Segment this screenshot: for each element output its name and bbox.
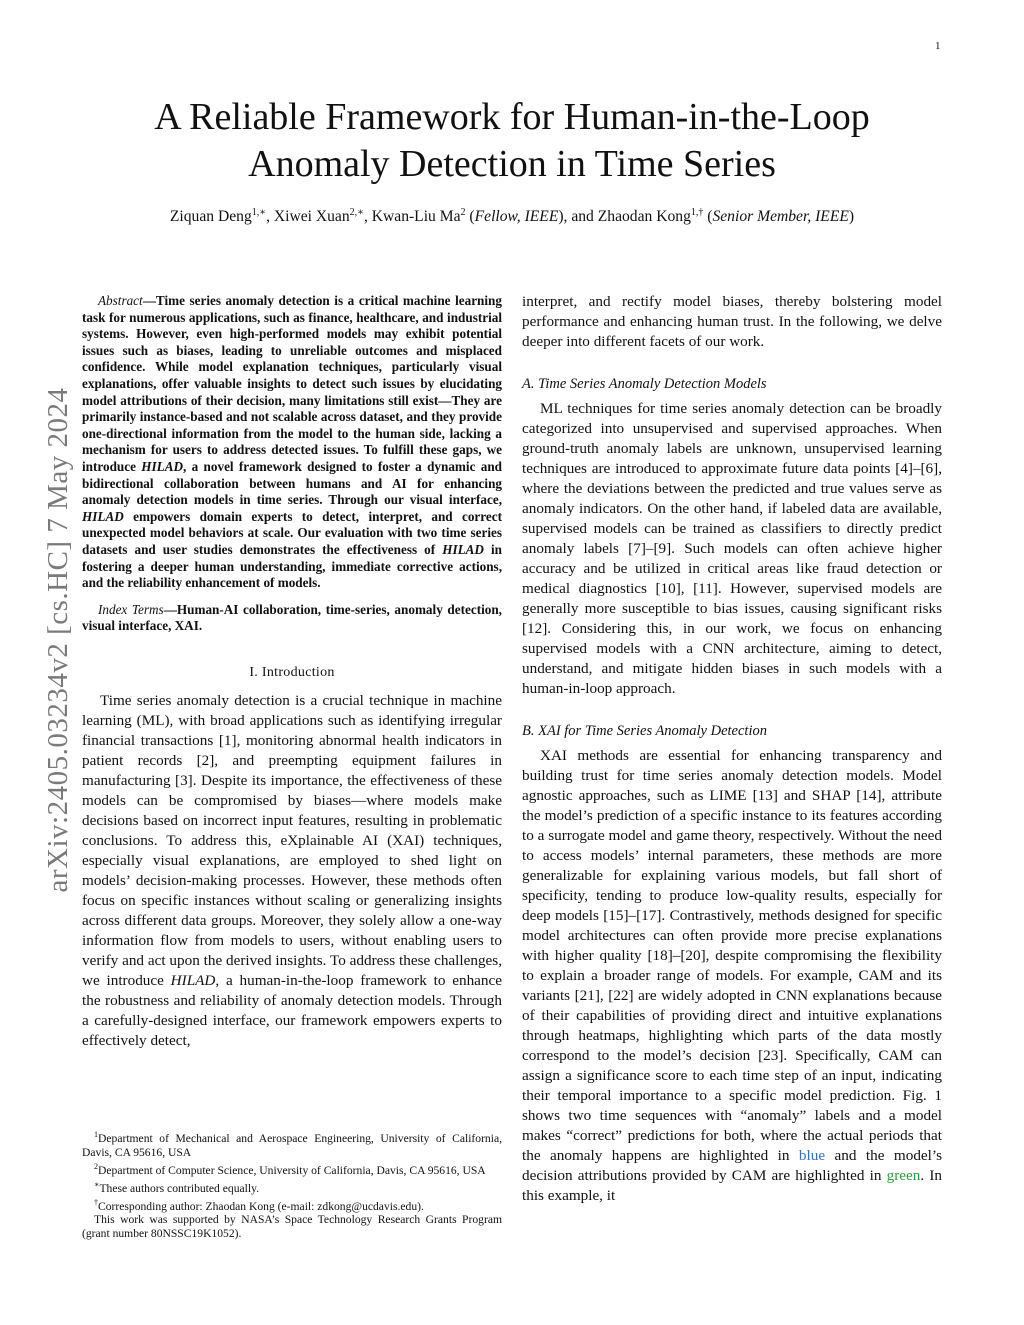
index-terms-paragraph: Index Terms—Human-AI collaboration, time-series, anomaly detection, visual interface, XAI.	[82, 601, 502, 634]
author-membership: Senior Member, IEEE	[712, 208, 849, 226]
footnotes	[82, 1128, 502, 1241]
footnote: †Corresponding author: Zhaodan Kong (e-mail: zdkong@ucdavis.edu).	[94, 1197, 424, 1213]
introduction-paragraph: Time series anomaly detection is a crucial technique in machine learning (ML), with broad applications such as identifying irregular financial transactions [1], monitoring abnormal health indicators in patient records [2], and preempting equipment failures in manufacturing [3]. Despite its importance, the effectiveness of these models can be compromised by biases—where models make decisions based on incorrect input features, resulting in problematic conclusions. To address this, eXplainable AI (XAI) techniques, especially visual explanations, are employed to shed light on models’ decision-making processes. However, these methods often focus on specific instances without scaling or generalizing insights across different data groups. Moreover, they solely allow a one-way information flow from models to users, without enabling users to verify and act upon the derived insights. To address these challenges, we introduce HILAD, a human-in-the-loop framework to enhance the robustness and reliability of anomaly detection models. Through a carefully-designed interface, our framework empowers experts to effectively detect,	[82, 691, 502, 1049]
affiliation-marker: 2	[460, 207, 466, 218]
author-name: Kwan-Liu Ma	[371, 208, 461, 226]
page-number: 1	[935, 40, 941, 52]
footnote: $^2$Department of Computer Science, University of California, Davis, CA 95616, USA	[94, 1161, 486, 1177]
affiliation-marker: 2,∗	[349, 207, 364, 218]
blue-highlight-word: blue	[798, 1147, 826, 1164]
author-membership: Fellow, IEEE	[474, 208, 559, 226]
author-name: Zhaodan Kong	[597, 208, 691, 226]
framework-name: HILAD	[170, 971, 216, 989]
affiliation-marker: 1,†	[690, 207, 704, 218]
arxiv-identifier-stamp[interactable]: arXiv:2405.03234v2 [cs.HC] 7 May 2024	[42, 387, 74, 893]
subsection-heading-xai: B. XAI for Time Series Anomaly Detection	[522, 723, 767, 739]
index-terms-label: Index Terms	[98, 601, 164, 617]
abstract-paragraph: Abstract—Time series anomaly detection is a critical machine learning task for numerous applications, such as finance, healthcare, and industrial systems. However, even high-performed models may exhibit potential issues such as biases, leading to unreliable outcomes and misplaced confidence. While model explanation techniques, particularly visual explanations, offer valuable insights to detect such issues by elucidating model attributions of their decision, many limitations still exist—They are primarily instance-based and not scalable across dataset, and they provide one-directional information from the model to the human side, lacking a mechanism for users to address detected issues. To fulfill these gaps, we introduce HILAD, a novel framework designed to foster a dynamic and bidirectional collaboration between humans and AI for enhancing anomaly detection models in time series. Through our visual interface, HILAD empowers domain experts to detect, interpret, and correct unexpected model behaviors at scale. Our evaluation with two time series datasets and user studies demonstrates the effectiveness of HILAD in fostering a deeper human understanding, immediate corrective actions, and the reliability enhancement of models.	[82, 293, 503, 591]
introduction-paragraph-continued: interpret, and rectify model biases, thereby bolstering model performance and enhancing human trust. In the following, we delve deeper into different facets of our work.	[522, 293, 942, 350]
abstract-label: Abstract	[98, 293, 143, 308]
section-a-paragraph: ML techniques for time series anomaly detection can be broadly categorized into unsupervised and supervised approaches. When ground-truth anomaly labels are unknown, unsupervised learning techniques are introduced to approximate future data points [4]–[6], where the deviations between the predicted and true values serve as anomaly indicators. On the other hand, if labeled data are available, supervised models can be trained as classifiers to directly predict anomaly labels [7]–[9]. Such models can often achieve higher accuracy and be utilized in critical areas like fraud detection or medical diagnostics [10], [11]. However, supervised models are generally more susceptible to bias issues, causing significant risks [12]. Considering this, in our work, we focus on enhancing supervised models with a CNN architecture, aiming to detect, understand, and mitigate hidden biases in such models with a human-in-loop approach.	[522, 400, 942, 697]
framework-name: HILAD	[82, 508, 124, 524]
author-conjunction: and	[571, 208, 594, 226]
author-name: Xiwei Xuan	[273, 208, 350, 226]
abstract-block	[82, 293, 502, 635]
footnote: ∗These authors contributed equally.	[94, 1179, 260, 1195]
framework-name: HILAD	[442, 541, 484, 557]
author-name: Ziquan Deng	[169, 208, 252, 226]
right-column	[522, 292, 942, 1206]
green-highlight-word: green	[886, 1167, 921, 1184]
left-column	[82, 293, 502, 1051]
author-list: Ziquan Deng$^{1,∗}$, Xiwei Xuan$^{2,∗}$, Kwan-Liu Ma$^2$ (Fellow, IEEE), and Zhaodan Kong$^{1,\dagger}$ (Senior Member, IEEE)	[169, 207, 855, 226]
footnote: $^1$Department of Mechanical and Aerospace Engineering, University of California, Davis, CA 95616, USA	[82, 1130, 502, 1159]
footnote: This work was supported by NASA’s Space Technology Research Grants Program (grant number 80NSSC19K1052).	[82, 1213, 502, 1241]
section-heading-introduction: I. Introduction	[249, 664, 335, 680]
subsection-heading-anomaly-models: A. Time Series Anomaly Detection Models	[522, 376, 767, 392]
paper-title: A Reliable Framework for Human-in-the-Loop Anomaly Detection in Time Series	[154, 96, 870, 185]
section-b-paragraph: XAI methods are essential for enhancing transparency and building trust for time series anomaly detection models. Model agnostic approaches, such as LIME [13] and SHAP [14], attribute the model’s prediction of a specific instance to its features according to a surrogate model and game theory, respectively. Without the need to access models’ internal parameters, these methods are more generalizable for explaining various models, but fall short of specificity, tending to produce low-quality results, especially for deep models [15]–[17]. Contrastively, methods designed for specific model architectures can often provide more precise explanations with higher quality [18]–[20], despite compromising the flexibility to explain a broader range of models. For example, CAM and its variants [21], [22] are widely adopted in CNN explanations because of their capabilities of providing direct and intuitive explanations through heatmaps, highlighting which parts of the data mostly correspond to the model’s decision [23]. Specifically, CAM can assign a significance score to each time step of an input, indicating their temporal importance to a specific model prediction. Fig. 1 shows two time sequences with “anomaly” labels and a model makes “correct” predictions for both, where the actual periods that the anomaly happens are highlighted in blue and the model’s decision attributions provided by CAM are highlighted in green. In this example, it	[522, 747, 943, 1204]
affiliation-marker: 1,∗	[251, 207, 267, 218]
framework-name: HILAD	[141, 458, 184, 474]
